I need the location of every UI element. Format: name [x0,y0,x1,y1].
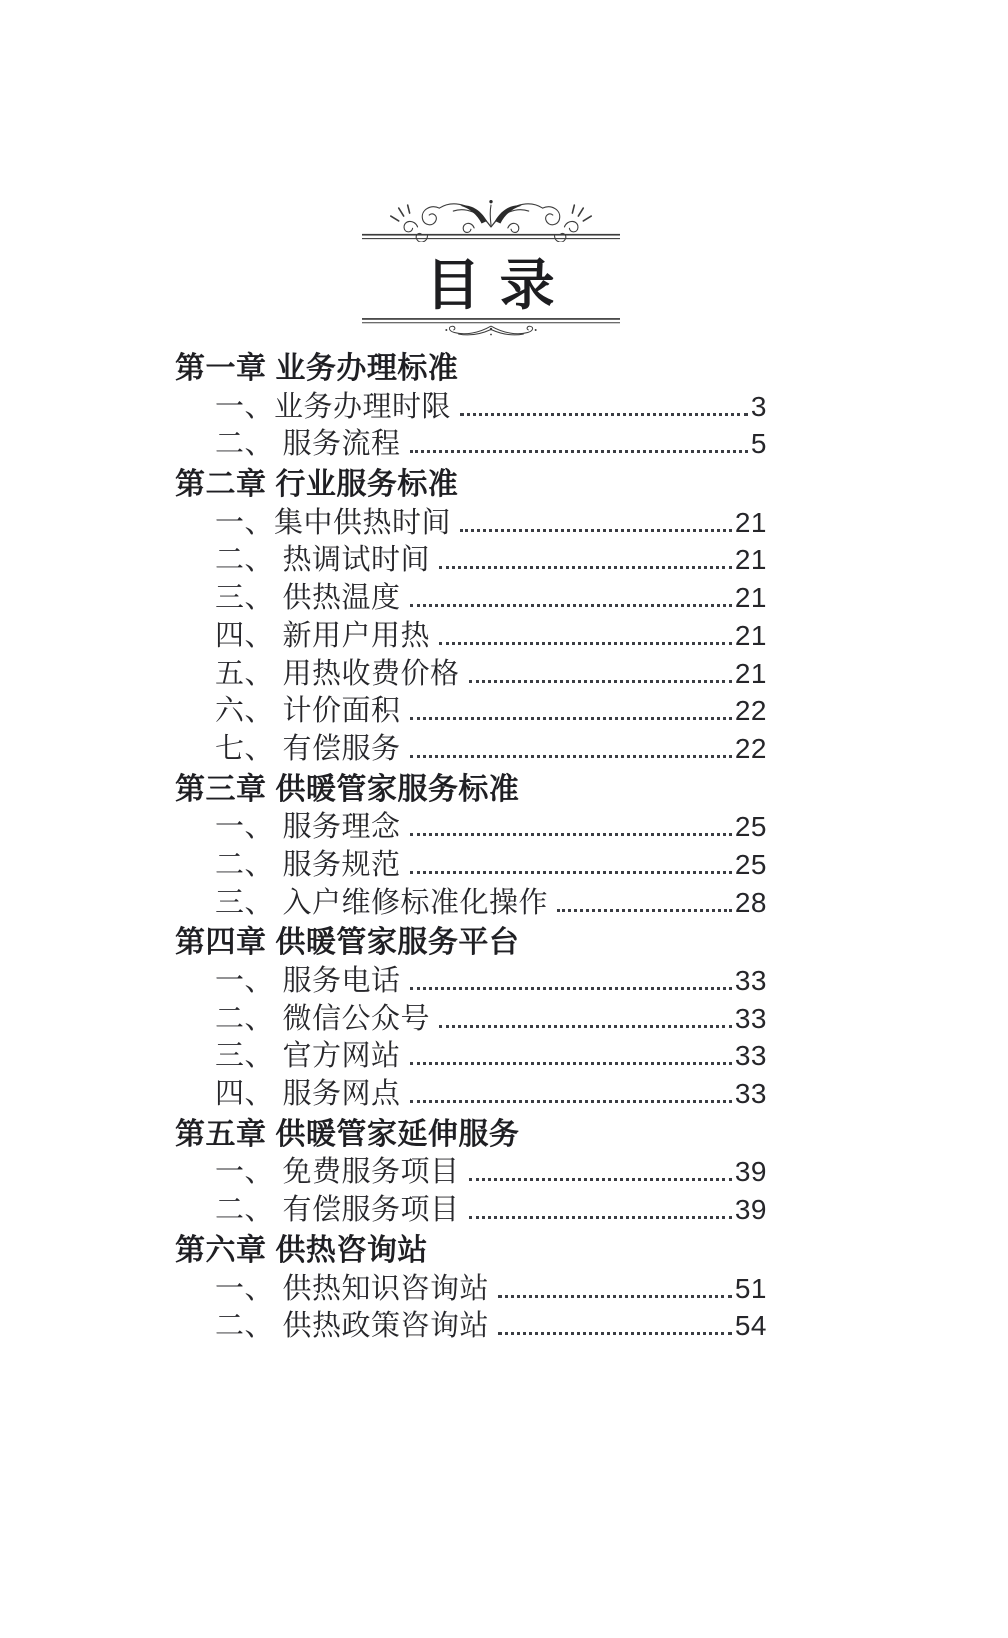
dot-leader [469,1216,732,1219]
dot-leader [557,909,732,912]
dot-leader [410,450,748,453]
toc-entry-page: 39 [734,1156,767,1188]
dot-leader [439,1025,732,1028]
dot-leader [410,717,732,720]
toc-entry-label: 三、 入户维修标准化操作 [215,886,549,919]
chapter-title: 第六章 供热咨询站 [175,1233,428,1267]
toc-entry-label: 四、 服务网点 [215,1078,401,1111]
toc-entry [175,884,767,922]
dot-leader [460,413,748,416]
dot-leader [410,1062,732,1065]
toc-entry-page: 21 [734,657,767,689]
toc-entry [175,1153,767,1191]
toc-entry-label: 一、 服务电话 [215,965,401,997]
toc-entry-label: 三、 供热温度 [215,582,401,615]
dot-leader [410,833,732,836]
toc-entry-label: 一、 服务理念 [215,811,401,844]
page-title: 目 录 [425,254,557,316]
toc-entry [175,730,767,768]
toc-entry-page: 33 [734,965,767,996]
toc-entry [175,1000,767,1038]
toc-entry [175,1037,767,1075]
toc-entry-page: 33 [734,1040,767,1072]
dot-leader [469,680,732,683]
dot-leader [439,642,732,645]
toc-entry-label: 四、 新用户用热 [215,619,431,652]
toc-entry-page: 33 [734,1078,767,1110]
toc-entry-page: 3 [750,390,767,422]
toc-header [362,196,620,342]
toc-entry-label: 二、 热调试时间 [215,544,431,577]
toc-entry-label: 二、 服务流程 [215,428,401,461]
toc-entry-label: 一、集中供热时间 [215,506,452,539]
toc-entry-label: 一、业务办理时限 [215,390,452,423]
toc-entry [175,388,767,426]
flourish-bottom-icon [362,316,620,342]
toc-entry [175,1191,767,1229]
dot-leader [460,529,732,532]
toc-entry-label: 二、 服务规范 [215,848,401,881]
toc-entry [175,1307,767,1345]
toc-entry [175,1075,767,1113]
toc-entry [175,1270,767,1308]
toc-entry-page: 5 [750,428,767,460]
toc-entry-label: 二、 供热政策咨询站 [215,1310,490,1343]
toc-entry-label: 二、 有偿服务项目 [215,1194,460,1227]
toc-entry-label: 一、 免费服务项目 [215,1156,460,1189]
toc-entry-page: 25 [734,848,767,880]
toc-entry-page: 28 [734,886,767,918]
toc-entry-page: 39 [734,1194,767,1226]
toc-entry [175,541,767,579]
toc-entry-page: 25 [734,811,767,843]
toc-entry-page: 51 [734,1272,767,1304]
dot-leader [410,604,732,607]
toc-entry-page: 22 [734,732,767,764]
toc-entry [175,504,767,542]
toc-entry-page: 21 [734,506,767,538]
toc-entry-label: 一、 供热知识咨询站 [215,1272,490,1305]
toc-entry [175,692,767,730]
toc-entry-page: 21 [734,582,767,614]
dot-leader [439,566,732,569]
chapter-title: 第二章 行业服务标准 [175,468,459,502]
dot-leader [410,755,732,758]
toc-entry-label: 六、 计价面积 [215,695,401,728]
chapter-title: 第四章 供暖管家服务平台 [175,926,520,960]
toc-entry [175,425,767,463]
toc-entry-page: 22 [734,695,767,727]
toc-entry-label: 五、 用热收费价格 [215,657,460,690]
toc-entry-page: 33 [734,1002,767,1034]
chapter-title: 第三章 供暖管家服务标准 [175,772,520,806]
flourish-top-icon [362,196,620,242]
dot-leader [410,871,732,874]
toc-entry [175,962,767,1000]
toc-entry [175,655,767,693]
dot-leader [410,1100,732,1103]
toc-list [175,350,767,1345]
toc-entry [175,808,767,846]
toc-entry-label: 二、 微信公众号 [215,1002,431,1035]
chapter-title: 第五章 供暖管家延伸服务 [175,1117,520,1151]
toc-entry-label: 三、 官方网站 [215,1040,401,1073]
toc-entry-page: 21 [734,619,767,651]
toc-entry [175,579,767,617]
dot-leader [410,987,732,990]
toc-entry [175,617,767,655]
toc-entry-page: 21 [734,544,767,576]
dot-leader [498,1332,732,1335]
toc-entry-label: 七、 有偿服务 [215,732,401,765]
dot-leader [469,1178,732,1181]
toc-entry [175,846,767,884]
chapter-title: 第一章 业务办理标准 [175,352,459,385]
dot-leader [498,1295,732,1298]
toc-entry-page: 54 [734,1310,767,1342]
